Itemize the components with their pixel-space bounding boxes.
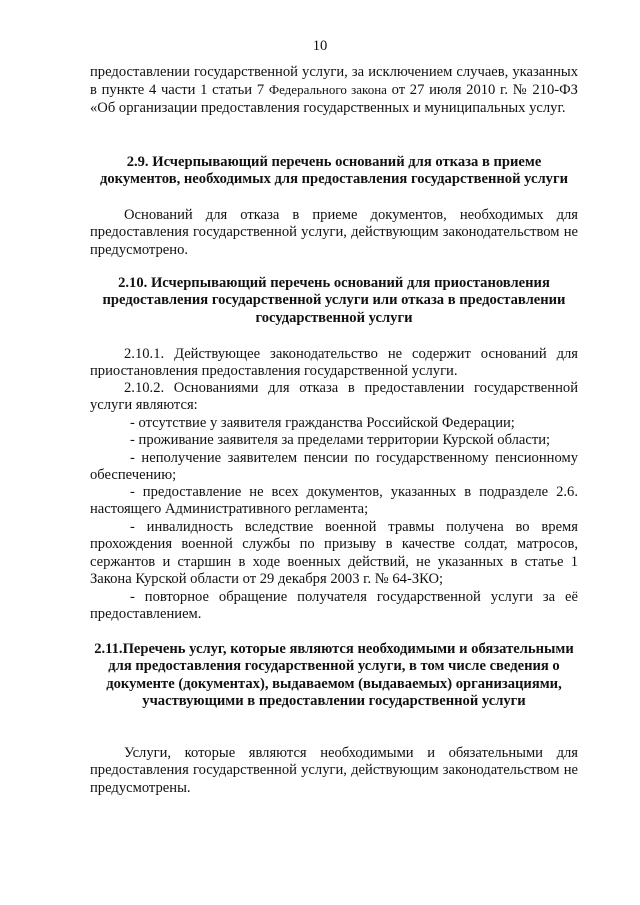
section-2-10-2-paragraph: 2.10.2. Основаниями для отказа в предоставлении государственной услуги являются: bbox=[90, 380, 578, 414]
section-2-10-1-paragraph: 2.10.1. Действующее законодательство не содержит оснований для приостановления предоставления государственной услуги. bbox=[90, 346, 578, 380]
section-2-10-heading: 2.10. Исчерпывающий перечень оснований для приостановления предоставления государственной услуги или отказа в предоставлении государственной услуги bbox=[102, 275, 566, 326]
section-2-9-heading: 2.9. Исчерпывающий перечень оснований для отказа в приеме документов, необходимых для предоставления государственной услуги bbox=[100, 154, 568, 188]
list-item-repeated-request: - повторное обращение получателя государственной услуги за её предоставлением. bbox=[90, 589, 578, 623]
section-2-11-heading: 2.11.Перечень услуг, которые являются необходимыми и обязательными для предоставления государственной услуги, в том числе сведения о документе (документах), выдаваемом (выдаваемых) организациями, участвующими в предоставлении государственной услуги bbox=[94, 641, 574, 710]
intro-law-name: Федерального закона bbox=[268, 82, 387, 98]
intro-text-part1: предоставлении государственной услуги, за исключением случаев, указанных в пункте 4 части 1 статьи 7 bbox=[90, 64, 578, 99]
intro-paragraph bbox=[90, 64, 578, 117]
list-item-documents: - предоставление не всех документов, указанных в подразделе 2.6. настоящего Административного регламента; bbox=[90, 484, 578, 518]
page-number: 10 bbox=[312, 38, 328, 54]
list-item-disability: - инвалидность вследствие военной травмы получена во время прохождения военной службы по призыву в качестве солдат, матросов, сержантов и старшин в ходе военных действий, не указанных в статье 1 Закона Курской области от 29 декабря 2003 г. № 64-ЗКО; bbox=[90, 519, 578, 588]
list-item-pension: - неполучение заявителем пенсии по государственному пенсионному обеспечению; bbox=[90, 450, 578, 484]
list-item-residence: - проживание заявителя за пределами территории Курской области; bbox=[130, 432, 551, 448]
intro-text-part3: от 27 июля 2010 г. № 210-ФЗ «Об организации предоставления государственных и муниципальных услуг. bbox=[90, 82, 578, 116]
list-item-citizenship: - отсутствие у заявителя гражданства Российской Федерации; bbox=[130, 415, 515, 431]
section-2-11-text: Услуги, которые являются необходимыми и обязательными для предоставления государственной услуги, действующим законодательством не предусмотрены. bbox=[90, 745, 578, 796]
section-2-9-text: Оснований для отказа в приеме документов, необходимых для предоставления государственной услуги, действующим законодательством не предусмотрено. bbox=[90, 207, 578, 258]
